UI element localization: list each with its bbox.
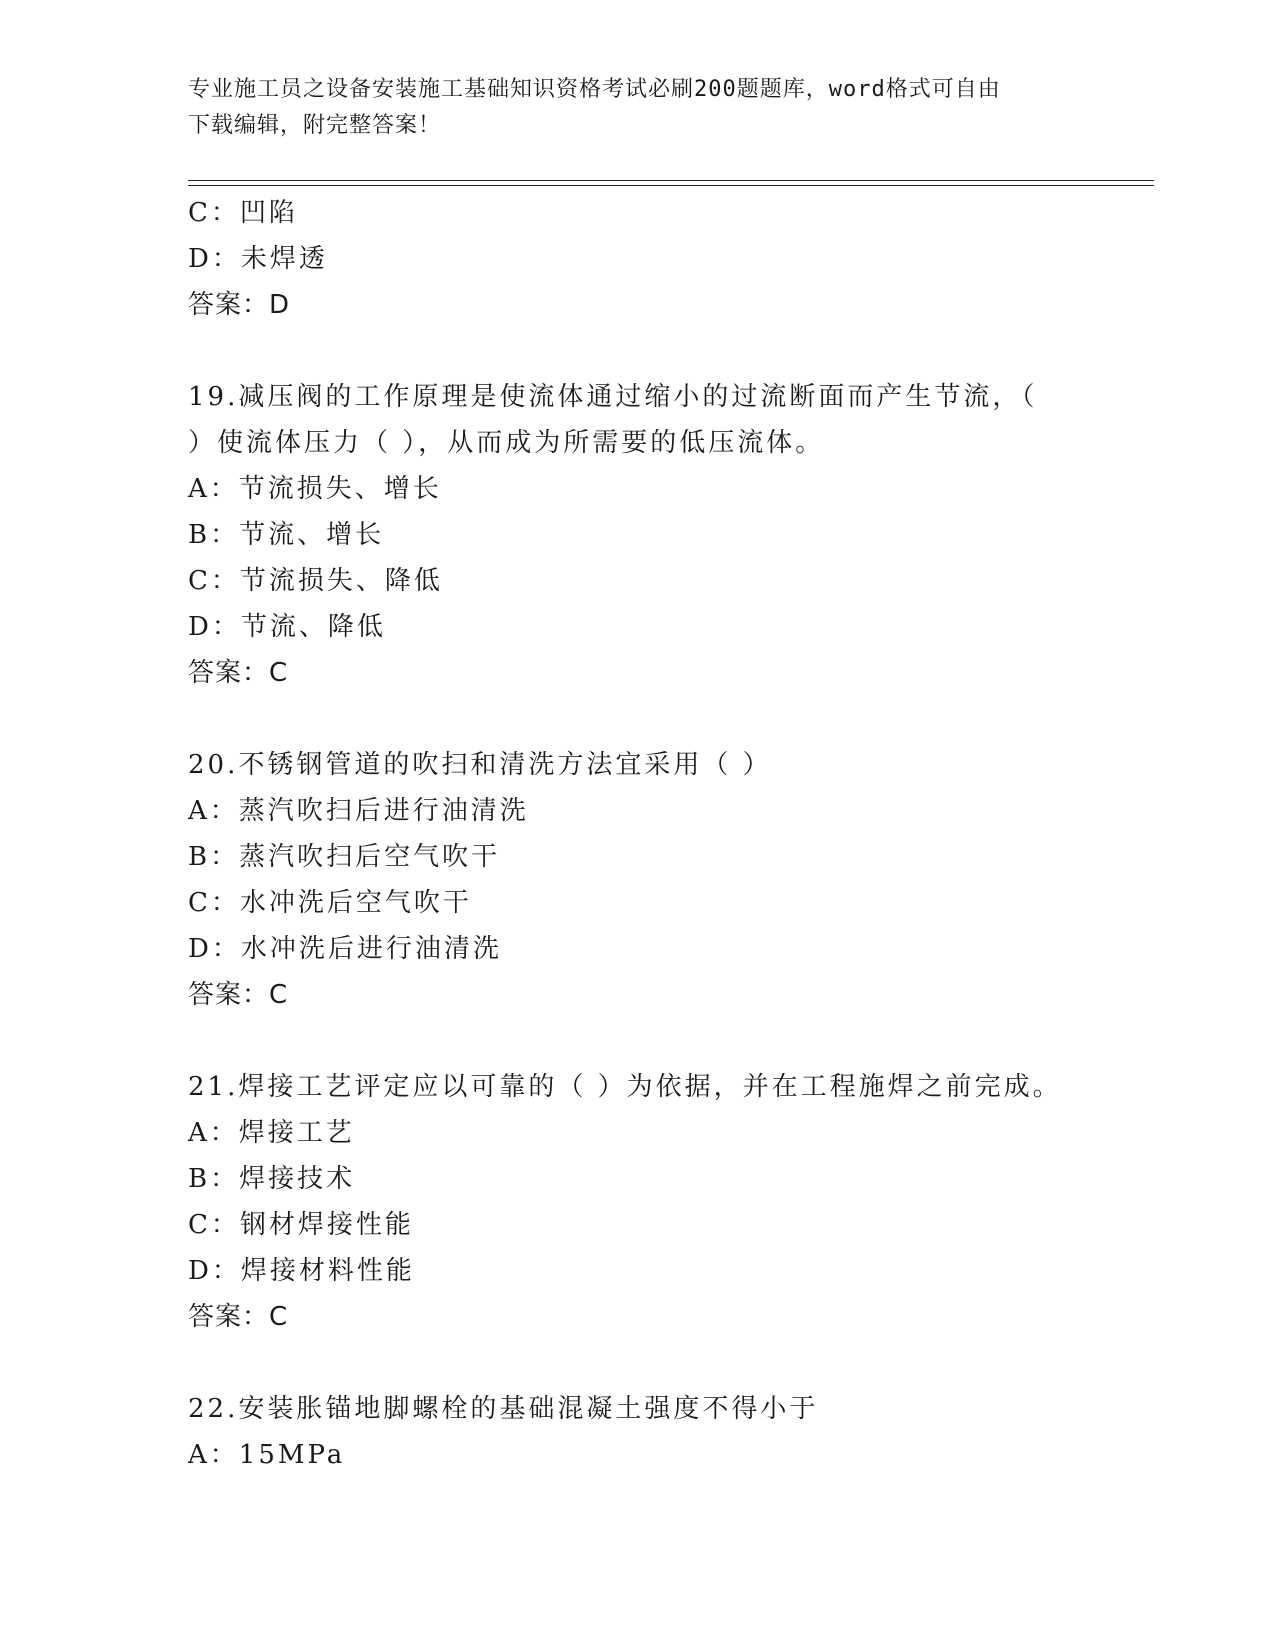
option-a: A：节流损失、增长 (188, 474, 442, 504)
option-b: B：焊接技术 (188, 1164, 356, 1194)
option-c: C：钢材焊接性能 (188, 1210, 414, 1240)
question-stem: 20.不锈钢管道的吹扫和清洗方法宜采用（ ） (188, 750, 772, 780)
option-b: B：节流、增长 (188, 520, 385, 550)
header-title-line2: 下载编辑，附完整答案！ (188, 113, 442, 138)
previous-question-tail (188, 190, 1068, 328)
question-19 (188, 374, 1068, 696)
option-a: A：蒸汽吹扫后进行油清洗 (188, 796, 529, 826)
question-content (188, 190, 1068, 1478)
question-stem-line1: 19.减压阀的工作原理是使流体通过缩小的过流断面而产生节流，（ (188, 382, 1038, 412)
question-stem: 22.安装胀锚地脚螺栓的基础混凝土强度不得小于 (188, 1394, 819, 1424)
header-divider-bottom (188, 185, 1154, 186)
question-stem-line2: ）使流体压力（ ），从而成为所需要的低压流体。 (188, 428, 825, 458)
question-stem: 21.焊接工艺评定应以可靠的（ ）为依据，并在工程施焊之前完成。 (188, 1072, 1062, 1102)
answer-line: 答案：D (188, 290, 291, 320)
option-d: D：水冲洗后进行油清洗 (188, 934, 502, 964)
answer-line: 答案：C (188, 1302, 289, 1332)
answer-line: 答案：C (188, 980, 289, 1010)
option-c: C：凹陷 (188, 198, 298, 228)
option-c: C：水冲洗后空气吹干 (188, 888, 472, 918)
header-divider-top (188, 180, 1154, 181)
option-b: B：蒸汽吹扫后空气吹干 (188, 842, 501, 872)
option-c: C：节流损失、降低 (188, 566, 443, 596)
document-header (188, 72, 1068, 144)
header-title-line1: 专业施工员之设备安装施工基础知识资格考试必刷200题题库，word格式可自由 (188, 77, 1001, 102)
answer-line: 答案：C (188, 658, 289, 688)
option-d: D：节流、降低 (188, 612, 386, 642)
option-a: A：15MPa (188, 1440, 346, 1470)
question-21 (188, 1064, 1068, 1340)
option-a: A：焊接工艺 (188, 1118, 355, 1148)
option-d: D：焊接材料性能 (188, 1256, 415, 1286)
option-d: D：未焊透 (188, 244, 328, 274)
question-20 (188, 742, 1068, 1018)
question-22 (188, 1386, 1068, 1478)
